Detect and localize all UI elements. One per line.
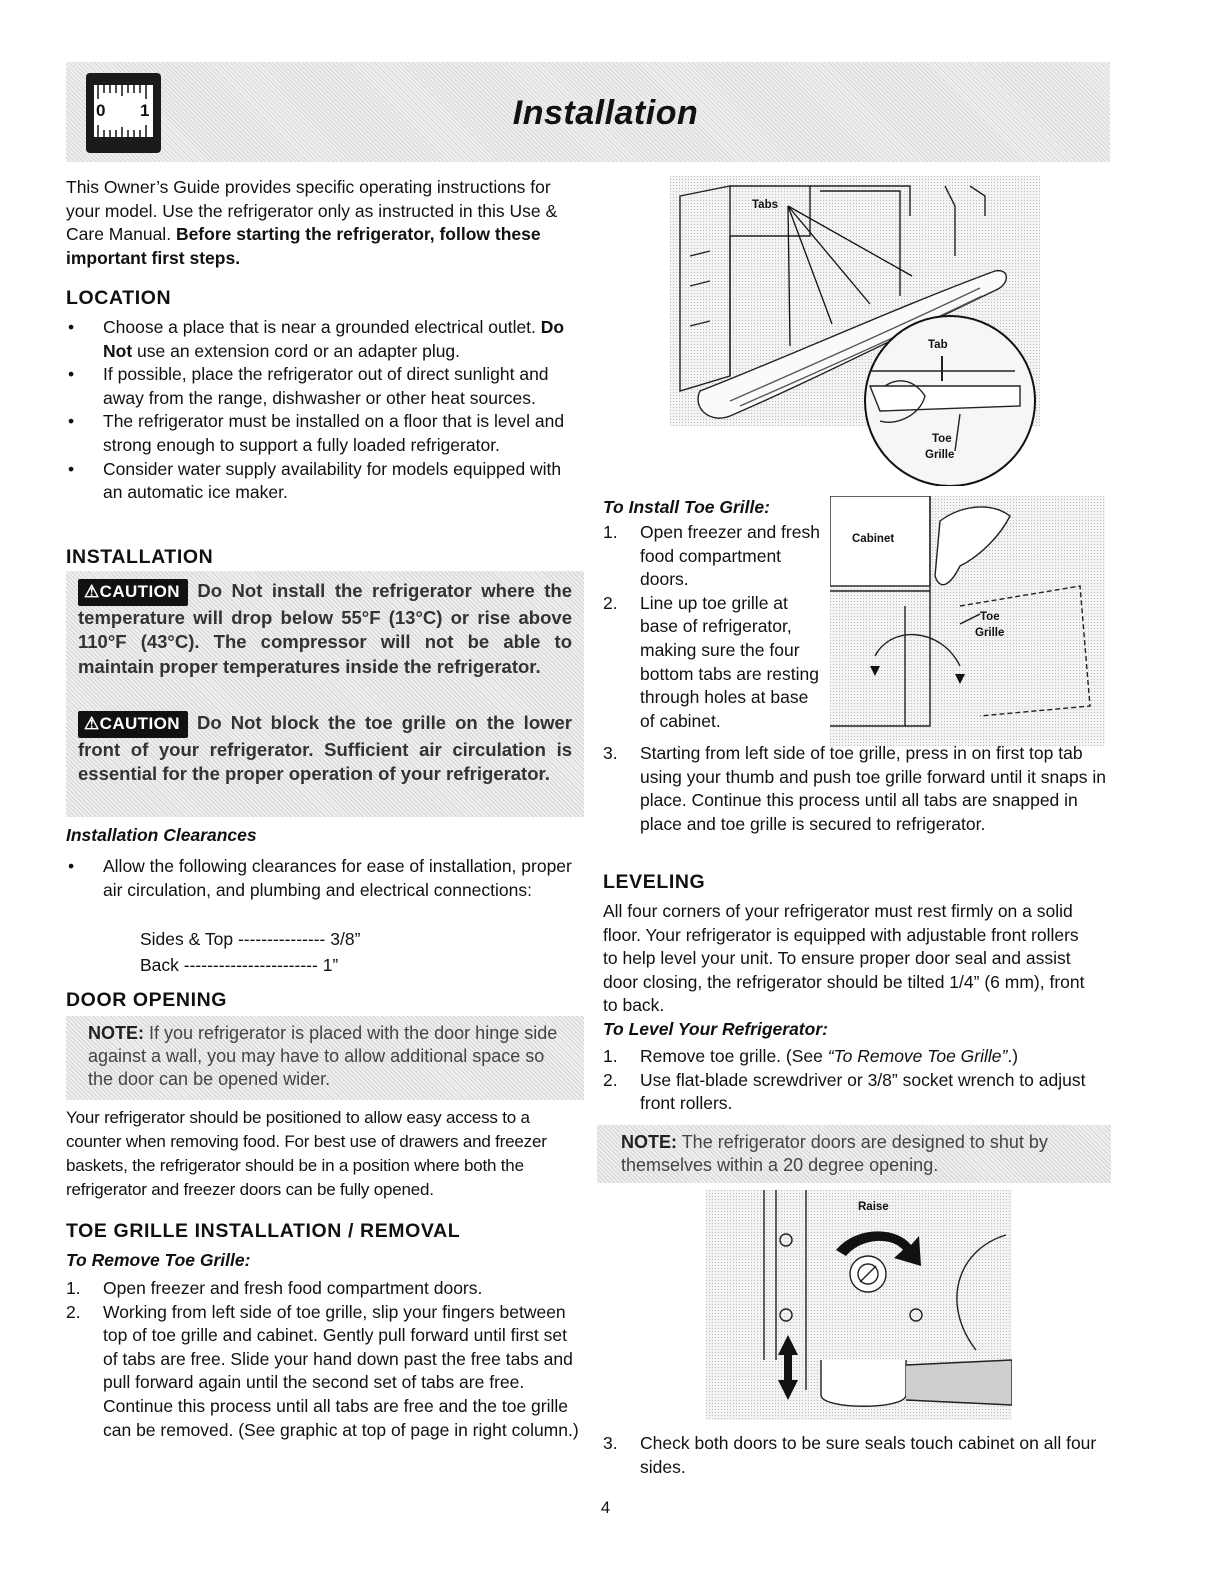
list-item: • If possible, place the refrigerator out of direct sunlight and away from the range, dishwasher or other heat sources. [66, 363, 584, 410]
raise-figure [706, 1190, 1012, 1420]
caution-2-text: Do Not block the toe grille on the lower front of your refrigerator. Sufficient air circulation is essential for the proper operation of your refrigerator. [78, 712, 572, 784]
clearance-row: Sides & Top --------------- 3/8” [140, 929, 361, 949]
grille-label: Grille [925, 449, 955, 461]
install-step-3 [603, 742, 1111, 836]
intro-text: This Owner’s Guide provides specific operating instructions for your model. Use the refrigerator only as instructed in this Use & Care Manual. [66, 177, 558, 245]
level-step-3 [603, 1432, 1111, 1479]
level-steps [603, 1045, 1103, 1116]
caution-1 [78, 579, 572, 679]
caution-badge: ⚠CAUTION [78, 579, 188, 606]
raise-label: Raise [858, 1201, 889, 1213]
install-steps-short [603, 521, 823, 733]
list-item: 2. Working from left side of toe grille, slip your fingers between top of toe grille and cabinet. Gently pull forward until first set of tabs are free. Slide your hand down past the free tabs and pull forward again until the second set of tabs are free. Continue this process until all tabs are free and the toe grille can be removed. (See graphic at top of page in right column.) [66, 1301, 579, 1440]
toe-grille-heading: TOE GRILLE INSTALLATION / REMOVAL [66, 1220, 461, 1242]
location-heading: LOCATION [66, 287, 172, 309]
page-number: 4 [600, 1498, 611, 1517]
clearances-list [66, 855, 580, 902]
intro-paragraph [66, 176, 580, 270]
list-item: • Choose a place that is near a grounded electrical outlet. Do Not use an extension cord or an adapter plug. [66, 316, 584, 363]
ruler-right-digit: 1 [140, 101, 150, 120]
remove-heading: To Remove Toe Grille: [66, 1250, 251, 1270]
leveling-note-box [597, 1125, 1111, 1183]
cabinet-label: Cabinet [852, 533, 895, 545]
warning-triangle-icon: ⚠ [84, 714, 100, 733]
ruler-left-digit: 0 [96, 101, 106, 120]
list-item: 3. Check both doors to be sure seals touch cabinet on all four sides. [603, 1433, 1097, 1477]
grille-label: Grille [975, 627, 1005, 639]
door-opening-heading: DOOR OPENING [66, 989, 228, 1011]
tabs-label: Tabs [752, 199, 778, 211]
install-heading: To Install Toe Grille: [603, 497, 770, 517]
clearance-row: Back ----------------------- 1” [140, 955, 339, 975]
list-item: 1. Remove toe grille. (See “To Remove Toe Grille”.) [603, 1046, 1019, 1066]
caution-badge: ⚠CAUTION [78, 711, 188, 738]
remove-steps [66, 1277, 580, 1442]
tab-label: Tab [928, 339, 948, 351]
caution-box [66, 571, 584, 817]
caution-2 [78, 711, 572, 787]
toe-label: Toe [980, 611, 1000, 623]
door-opening-text: Your refrigerator should be positioned to allow easy access to a counter when removing food. For best use of drawers and freezer baskets, the refrigerator should be in a position where both the refrigerator and freezer doors can be fully opened. [66, 1108, 547, 1199]
caution-1-text: Do Not install the refrigerator where the temperature will drop below 55°F (13°C) or rise above 110°F (43°C). The compressor will not be able to maintain proper temperatures inside the refrigerator. [78, 580, 572, 677]
list-item: 1. Open freezer and fresh food compartment doors. [66, 1278, 483, 1298]
list-item: 2. Use flat-blade screwdriver or 3/8” socket wrench to adjust front rollers. [603, 1069, 1086, 1114]
toe-grille-figure [670, 176, 1040, 486]
warning-triangle-icon: ⚠ [84, 582, 100, 601]
list-item: • Allow the following clearances for ease of installation, proper air circulation, and plumbing and electrical connections: [66, 855, 580, 902]
installation-heading: INSTALLATION [66, 546, 214, 568]
door-note-box [66, 1016, 584, 1100]
cabinet-figure [830, 496, 1105, 746]
door-note: NOTE: If you refrigerator is placed with the door hinge side against a wall, you may have to allow additional space so the door can be opened wider. [88, 1023, 558, 1089]
list-item: • Consider water supply availability for models equipped with an automatic ice maker. [66, 458, 584, 505]
intro-bold-text: Before starting the refrigerator, follow these important first steps. [66, 224, 541, 268]
leveling-heading: LEVELING [603, 871, 706, 893]
page-title: Installation [512, 94, 699, 132]
list-item: 1. Open freezer and fresh food compartment doors. [603, 522, 820, 590]
leveling-text: All four corners of your refrigerator must rest firmly on a solid floor. Your refrigerator is equipped with adjustable front rollers to help level your unit. To ensure proper door seal and assist door closing, the refrigerator should be tilted 1/4” (6 mm), front to back. [603, 901, 1085, 1016]
clearances-heading: Installation Clearances [66, 825, 257, 845]
toe-label: Toe [932, 433, 952, 445]
list-item: • The refrigerator must be installed on a floor that is level and strong enough to support a fully loaded refrigerator. [66, 410, 584, 457]
leveling-note: NOTE: The refrigerator doors are designed to shut by themselves within a 20 degree opening. [621, 1132, 1048, 1175]
location-list [66, 316, 584, 505]
list-item: 2. Line up toe grille at base of refrigerator, making sure the four bottom tabs are resting through holes at base of cabinet. [603, 592, 819, 731]
list-item: 3. Starting from left side of toe grille, press in on first top tab using your thumb and push toe grille forward until it snaps in place. Continue this process until all tabs are snapped in place and toe grille is secured to refrigerator. [603, 743, 1106, 834]
level-heading: To Level Your Refrigerator: [603, 1019, 828, 1039]
